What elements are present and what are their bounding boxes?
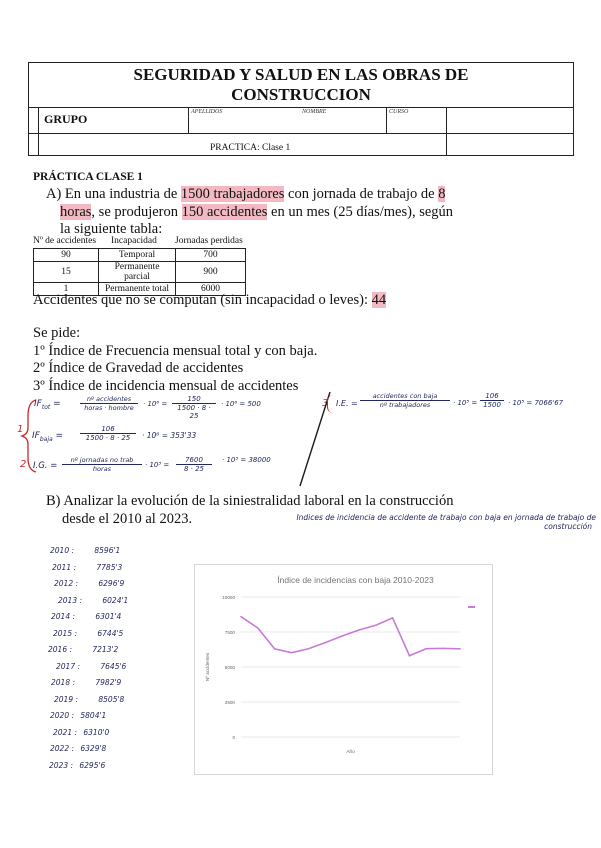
year-value: 8596'1 [92,546,121,555]
data-point [274,648,276,650]
table-row: 90 Temporal 700 [34,249,246,262]
year-value: 6024'1 [100,595,129,605]
y-tick-label: 2500 [224,700,235,705]
header-divider [28,107,574,108]
list-item: 1º Índice de Frecuencia mensual total y con baja. [33,342,318,359]
if-total-formula: $IF_{tot}$ = [34,399,61,411]
calc-number: 3 [322,398,329,409]
data-point [392,617,394,619]
data-point [240,616,242,618]
year-label: 2012 : [54,579,78,588]
x-axis-label: Año [346,750,355,755]
chart-title: Índice de incidencias con baja 2010-2023 [277,575,434,585]
year-value: 6744'5 [95,628,124,638]
no-computan-line: Accidentes que no se computan (sin incapacidad o leves): 44 [33,292,387,308]
series-line [241,617,460,656]
curso-label: CURSO [389,109,409,115]
year-label: 2019 : [54,694,78,704]
y-tick-label: 7500 [224,630,235,635]
header-divider [386,107,387,133]
title-line-2: CONSTRUCCION [231,85,371,104]
ig-formula: I.G. = [33,461,58,471]
handwritten-note: Indices de incidencia de accidente de trabajo con baja en jornada de trabajo de construcción [296,513,596,531]
se-pide-block: Se pide: 1º Índice de Frecuencia mensual total y con baja. 2º Índice de Gravedad de accidentes 3º Índice de incidencia mensual de accidentes [33,325,318,394]
page-title [28,65,574,105]
year-label: 2015 : [53,628,77,638]
year-value: 7785'3 [94,562,123,572]
section-title: PRÁCTICA CLASE 1 [33,171,143,183]
year-value: 5804'1 [78,711,107,720]
list-item [54,579,124,588]
year-value: 8505'8 [96,694,125,704]
list-item [58,596,128,605]
if-baja-formula: $IF_{baja}$ = [32,431,64,443]
year-label: 2021 : [53,727,77,737]
year-label: 2011 : [52,562,76,572]
calc-number: 2 [20,459,27,470]
data-point [324,642,326,644]
grupo-label: GRUPO [44,112,88,126]
list-item [53,728,109,737]
list-item: 2º Índice de Gravedad de accidentes [33,360,244,376]
year-value: 7213'2 [90,645,119,654]
y-tick-label: 0 [232,735,235,740]
year-value: 6295'6 [77,760,106,770]
year-label: 2018 : [51,678,75,687]
list-item [49,761,105,770]
question-b: B) Analizar la evolución de la siniestralidad laboral en la construcción desde el 2010 al 2023. [46,493,454,527]
year-value: 6329'8 [78,744,107,753]
list-item [51,678,121,687]
data-point [409,655,411,657]
y-tick-label: 5000 [224,665,235,670]
nombre-label: NOMBRE [302,109,327,115]
year-value: 6310'0 [81,727,110,737]
practica-label: PRACTICA: Clase 1 [210,143,291,153]
year-label: 2013 : [58,595,82,605]
y-tick-label: 10000 [222,595,235,600]
accidents-table [33,248,246,296]
data-point [426,648,428,650]
data-point [358,629,360,631]
year-label: 2016 : [48,645,72,654]
data-point [375,624,377,626]
list-item [50,711,106,720]
header-divider [188,107,189,133]
year-value: 7645'6 [98,661,127,671]
header-divider [28,133,574,134]
header-divider [38,107,39,156]
line-chart [195,565,492,774]
data-point [341,635,343,637]
col-header: Jornadas perdidas [175,236,243,246]
list-item [53,629,123,638]
calc-number: 1 [17,424,24,435]
ie-formula: I.E. = [336,399,358,408]
header-divider [446,107,447,156]
chart-container [194,564,493,775]
list-item [52,563,122,572]
list-item: 3º Índice de incidencia mensual de accidentes [33,377,299,394]
list-item [50,546,120,555]
year-value: 6301'4 [93,612,122,621]
list-item [50,744,106,753]
year-label: 2020 : [50,711,74,720]
year-value: 7982'9 [93,678,122,687]
y-axis-label: Nº accidentes [205,652,210,682]
year-label: 2010 : [50,546,74,555]
question-a: A) En una industria de 1500 trabajadores con jornada de trabajo de 8 horas, se produjeron 150 accidentes en un mes (25 días/mes), según la siguiente tabla: [46,186,454,237]
year-label: 2014 : [51,612,75,621]
data-point [459,648,461,650]
list-item [54,695,124,704]
title-line-1: SEGURIDAD Y SALUD EN LAS OBRAS DE [133,65,469,84]
data-point [257,627,259,629]
list-item [48,645,118,654]
data-point [291,652,293,654]
year-label: 2022 : [50,744,74,753]
list-item [51,612,121,621]
data-point [442,648,444,650]
table-row: 15 Permanente parcial 900 [34,262,246,283]
year-value: 6296'9 [96,579,125,588]
list-item [56,662,126,671]
table-row: 1 Permanente total 6000 [34,283,246,296]
year-label: 2023 : [49,760,73,770]
data-point [308,648,310,650]
year-label: 2017 : [56,661,80,671]
apellidos-label: APELLIDOS [191,109,223,115]
legend-marker [468,606,475,608]
